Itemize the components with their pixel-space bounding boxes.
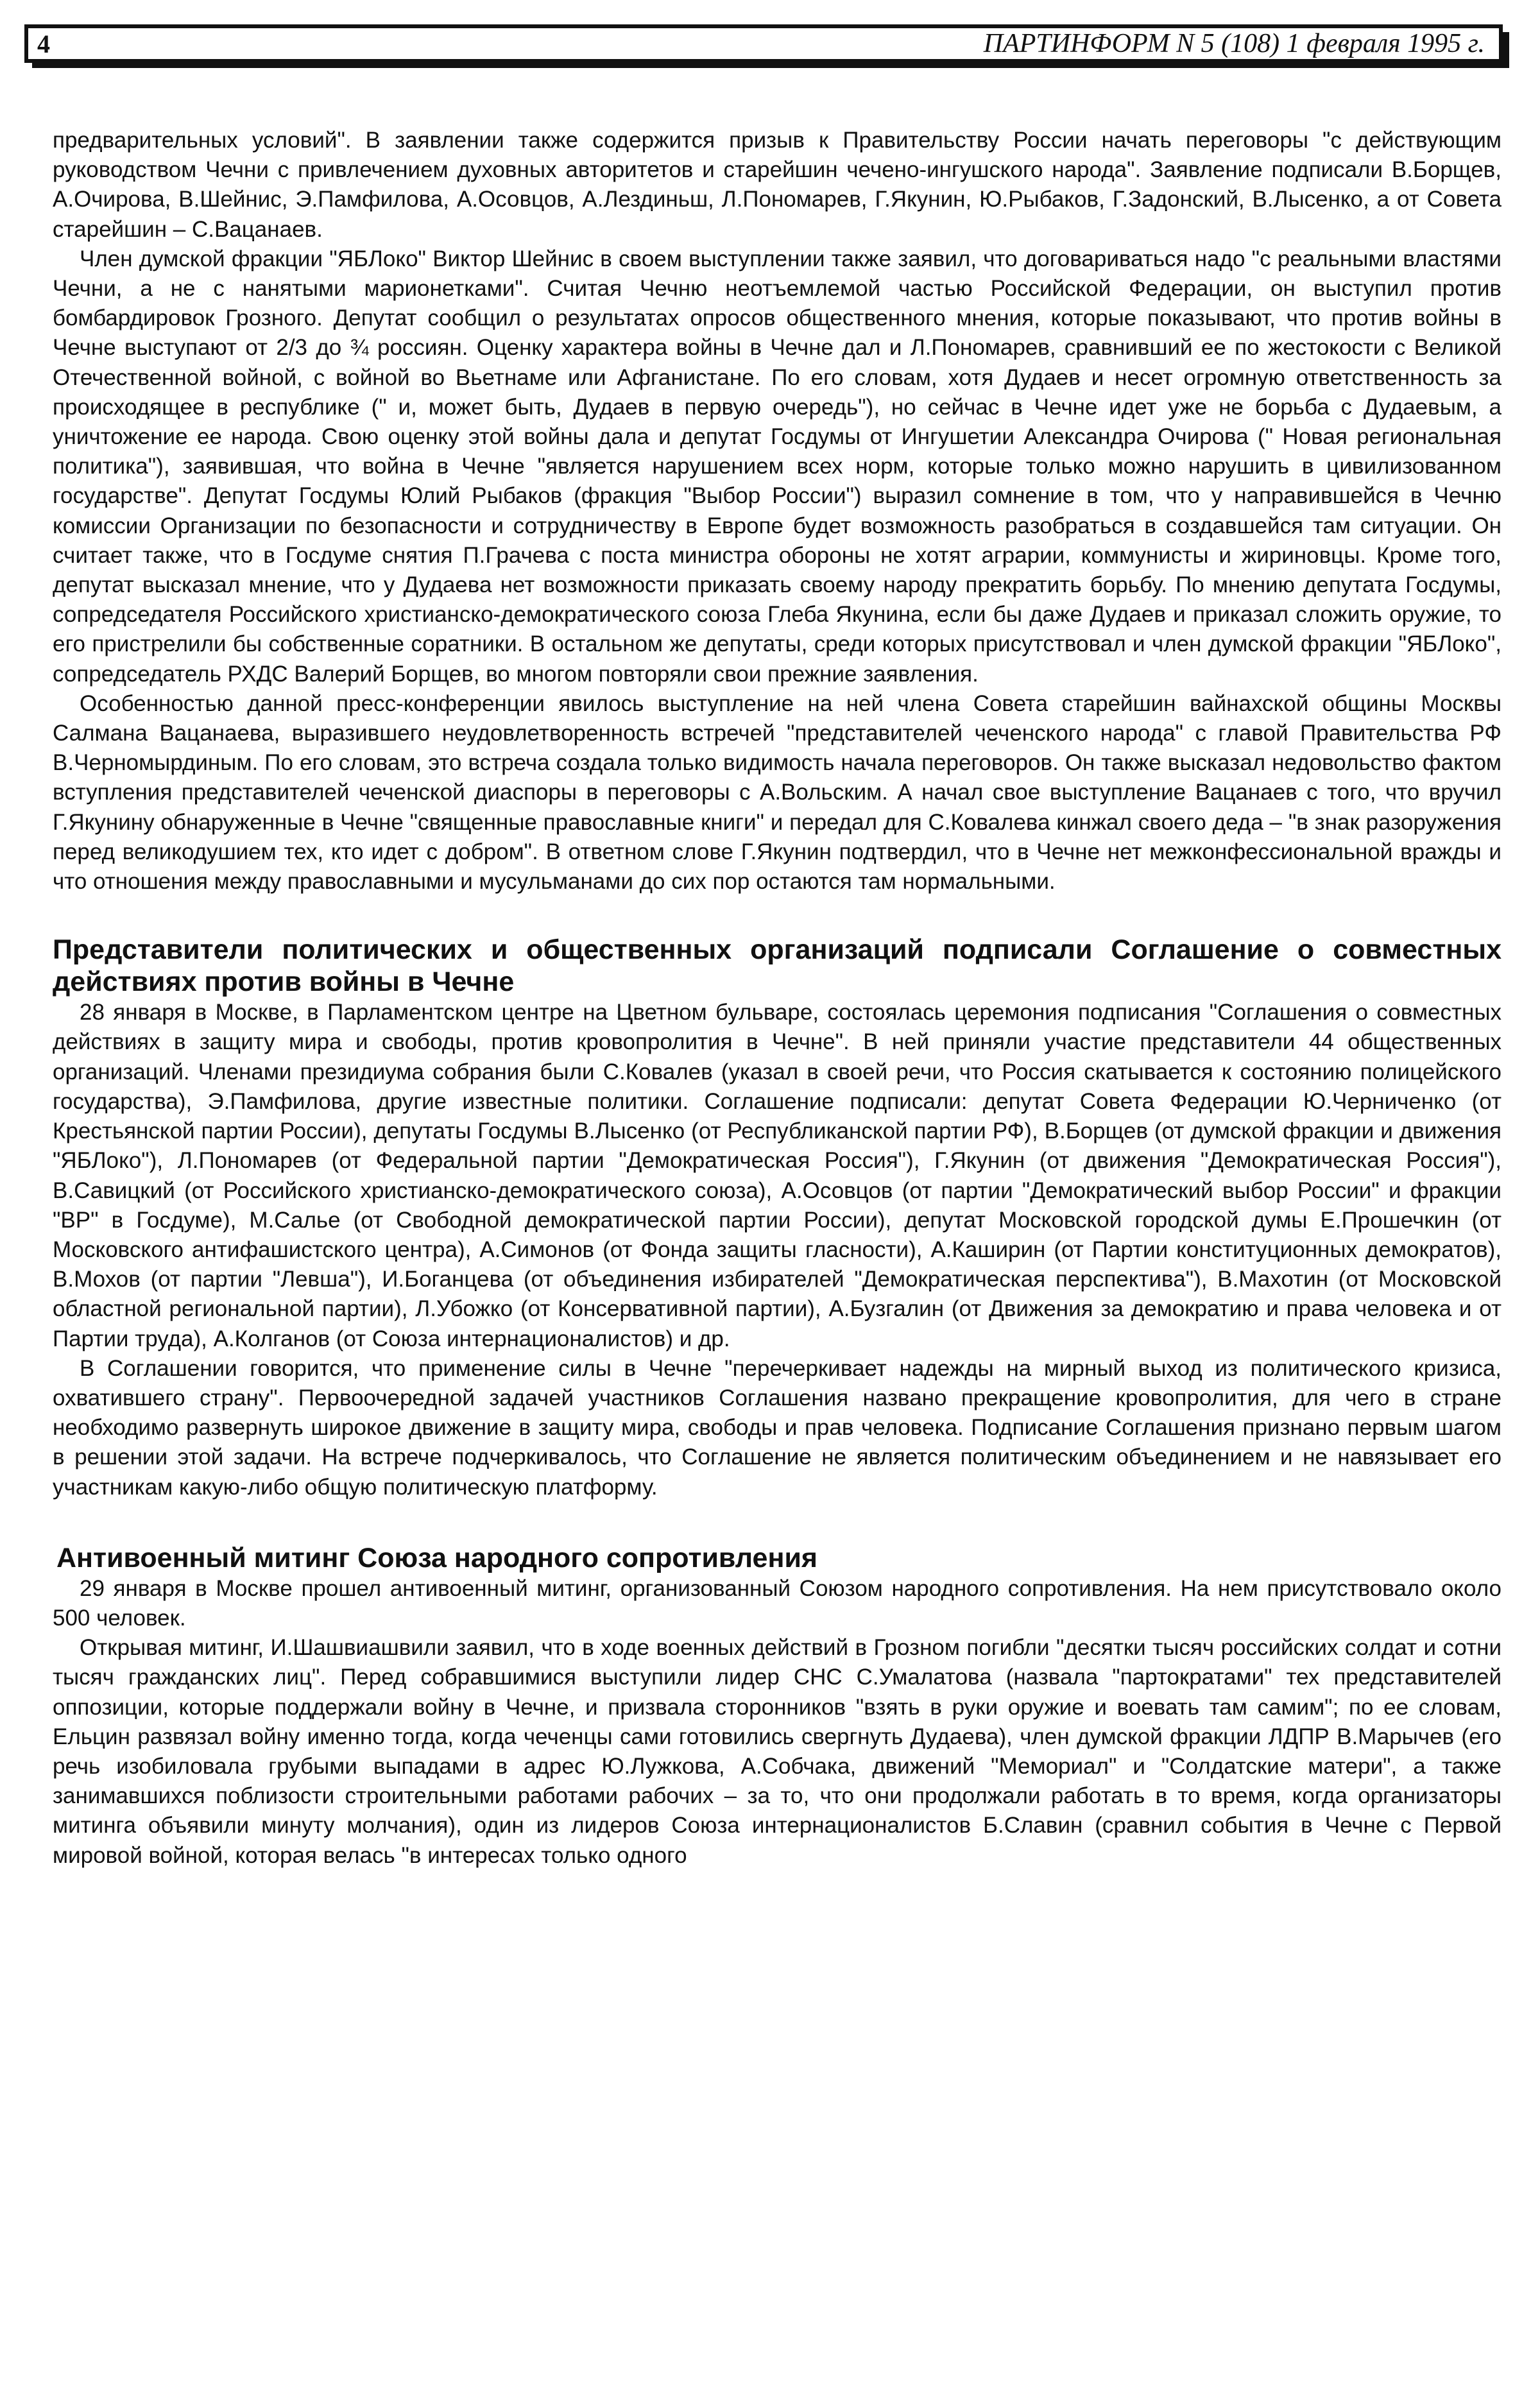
article-heading: Антивоенный митинг Союза народного сопротивления bbox=[56, 1542, 817, 1573]
page-header bbox=[24, 24, 1503, 63]
paragraph: 29 января в Москве прошел антивоенный митинг, организованный Союзом народного сопротивления. На нем присутствовало около 500 человек. bbox=[53, 1575, 1502, 1631]
article-continued bbox=[53, 126, 1502, 896]
article-body bbox=[53, 126, 1502, 1871]
page-number: 4 bbox=[37, 29, 50, 58]
paragraph: В Соглашении говорится, что применение силы в Чечне "перечеркивает надежды на мирный выход из политического кризиса, охватившего страну". Первоочередной задачей участников Соглашения названо прекращение кровопролития, для чего в стране необходимо развернуть широкое движение в защиту мира, свободы и прав человека. Подписание Соглашения признано первым шагом в решении этой задачи. На встрече подчеркивалось, что Соглашение не является политическим объединением и не навязывает его участникам какую-либо общую политическую платформу. bbox=[53, 1355, 1502, 1500]
paragraph: предварительных условий". В заявлении также содержится призыв к Правительству России начать переговоры "с действующим руководством Чечни с привлечением духовных авторитетов и старейшин чечено-ингушского народа". Заявление подписали В.Борщев, А.Очирова, В.Шейнис, Э.Памфилова, А.Осовцов, А.Лездиньш, Л.Пономарев, Г.Якунин, Ю.Рыбаков, Г.Задонский, В.Лысенко, а от Совета старейшин – С.Вацанаев. bbox=[53, 128, 1502, 242]
article-heading: Представители политических и общественных организаций подписали Соглашение о совместных действиях против войны в Чечне bbox=[53, 934, 1502, 998]
paragraph: 28 января в Москве, в Парламентском центре на Цветном бульваре, состоялась церемония подписания "Соглашения о совместных действиях в защиту мира и свободы, против кровопролития в Чечне". В ней приняли участие представители 44 общественных организаций. Членами президиума собрания были С.Ковалев (указал в своей речи, что Россия скатывается к состоянию полицейского государства), Э.Памфилова, другие известные политики. Соглашение подписали: депутат Совета Федерации Ю.Черниченко (от Крестьянской партии России), депутаты Госдумы В.Лысенко (от Республиканской партии РФ), В.Борщев (от думской фракции и движения "ЯБЛоко"), Л.Пономарев (от Федеральной партии "Демократическая Россия"), Г.Якунин (от движения "Демократическая Россия"), В.Савицкий (от Российского христианско-демократического союза), А.Осовцов (от партии "Демократический выбор России" и фракции "ВР" в Госдуме), М.Салье (от Свободной демократической партии России), депутат Московской городской думы Е.Прошечкин (от Московского антифашистского центра), А.Симонов (от Фонда защиты гласности), А.Каширин (от Партии конституционных демократов), В.Мохов (от партии "Левша"), И.Боганцева (от объединения избирателей "Демократическая перспектива"), В.Махотин (от Московской областной региональной партии), Л.Убожко (от Консервативной партии), А.Бузгалин (от Движения за демократию и права человека и от Партии труда), А.Колганов (от Союза интернационалистов) и др. bbox=[53, 1000, 1502, 1351]
paragraph: Особенностью данной пресс-конференции явилось выступление на ней члена Совета старейшин вайнахской общины Москвы Салмана Вацанаева, выразившего неудовлетворенность встречей "представителей чеченского народа" с главой Правительства РФ В.Черномырдиным. По его словам, это встреча создала только видимость начала переговоров. Он также высказал недовольство фактом вступления представителей чеченской диаспоры в переговоры с А.Вольским. А начал свое выступление Вацанаев с того, что вручил Г.Якунину обнаруженные в Чечне "священные православные книги" и передал для С.Ковалева кинжал своего деда – "в знак разоружения перед великодушием тех, кто идет с добром". В ответном слове Г.Якунин подтвердил, что в Чечне нет межконфессиональной вражды и что отношения между православными и мусульманами до сих пор остаются там нормальными. bbox=[53, 690, 1502, 895]
publication-title: ПАРТИНФОРМ N 5 (108) 1 февраля 1995 г. bbox=[983, 29, 1485, 58]
section-spacer bbox=[53, 896, 1502, 934]
header-shadow-right bbox=[1503, 32, 1509, 67]
paragraph: Член думской фракции "ЯБЛоко" Виктор Шейнис в своем выступлении также заявил, что договариваться надо "с реальными властями Чечни, а не с нанятыми марионетками". Считая Чечню неотъемлемой частью Российской Федерации, он выступил против бомбардировок Грозного. Депутат сообщил о результатах опросов общественного мнения, которые показывают, что против войны в Чечне выступают от 2/3 до ¾ россиян. Оценку характера войны в Чечне дал и Л.Пономарев, сравнивший ее по жестокости с Великой Отечественной войной, с войной во Вьетнаме или Афганистане. По его словам, хотя Дудаев и несет огромную ответственность за происходящее в республике (" и, может быть, Дудаев в первую очередь"), но сейчас в Чечне идет уже не борьба с Дудаевым, а уничтожение ее народа. Свою оценку этой войны дала и депутат Госдумы от Ингушетии Александра Очирова (" Новая региональная политика"), заявившая, что война в Чечне "является нарушением всех норм, которые только можно нарушить в цивилизованном государстве". Депутат Госдумы Юлий Рыбаков (фракция "Выбор России") выразил сомнение в том, что у направившейся в Чечню комиссии Организации по безопасности и сотрудничеству в Европе будет возможность разобраться в создавшейся там ситуации. Он считает также, что в Госдуме снятия П.Грачева с поста министра обороны не хотят аграрии, коммунисты и жириновцы. Кроме того, депутат высказал мнение, что у Дудаева нет возможности приказать своему народу прекратить борьбу. По мнению депутата Госдумы, сопредседателя Российского христианско-демократического союза Глеба Якунина, если бы даже Дудаев и приказал сложить оружие, то его пристрелили бы собственные соратники. В остальном же депутаты, среди которых присутствовал и член думской фракции "ЯБЛоко", сопредседатель РХДС Валерий Борщев, во многом повторяли свои прежние заявления. bbox=[53, 246, 1502, 687]
paragraph: Открывая митинг, И.Шашвиашвили заявил, что в ходе военных действий в Грозном погибли "десятки тысяч российских солдат и сотни тысяч гражданских лиц". Перед собравшимися выступили лидер СНС С.Умалатова (назвала "партократами" тех представителей оппозиции, которые поддержали войну в Чечне, и призвала сторонников "взять в руки оружие и воевать там самим"; по ее словам, Ельцин развязал войну именно тогда, когда чеченцы сами готовились свергнуть Дудаева), член думской фракции ЛДПР В.Марычев (его речь изобиловала грубыми выпадами в адрес Ю.Лужкова, А.Собчака, движений "Мемориал" и "Солдатские матери", а также занимавшихся поблизости строительными работами рабочих – за то, что они продолжали работать в то время, когда организаторы митинга объявили минуту молчания), один из лидеров Союза интернационалистов Б.Славин (сравнил события в Чечне с Первой мировой войной, которая велась "в интересах только одного bbox=[53, 1635, 1502, 1868]
article-rally bbox=[53, 1542, 1502, 1871]
article-agreement bbox=[53, 934, 1502, 1502]
section-spacer bbox=[53, 1502, 1502, 1542]
header-shadow-bottom bbox=[32, 63, 1509, 68]
